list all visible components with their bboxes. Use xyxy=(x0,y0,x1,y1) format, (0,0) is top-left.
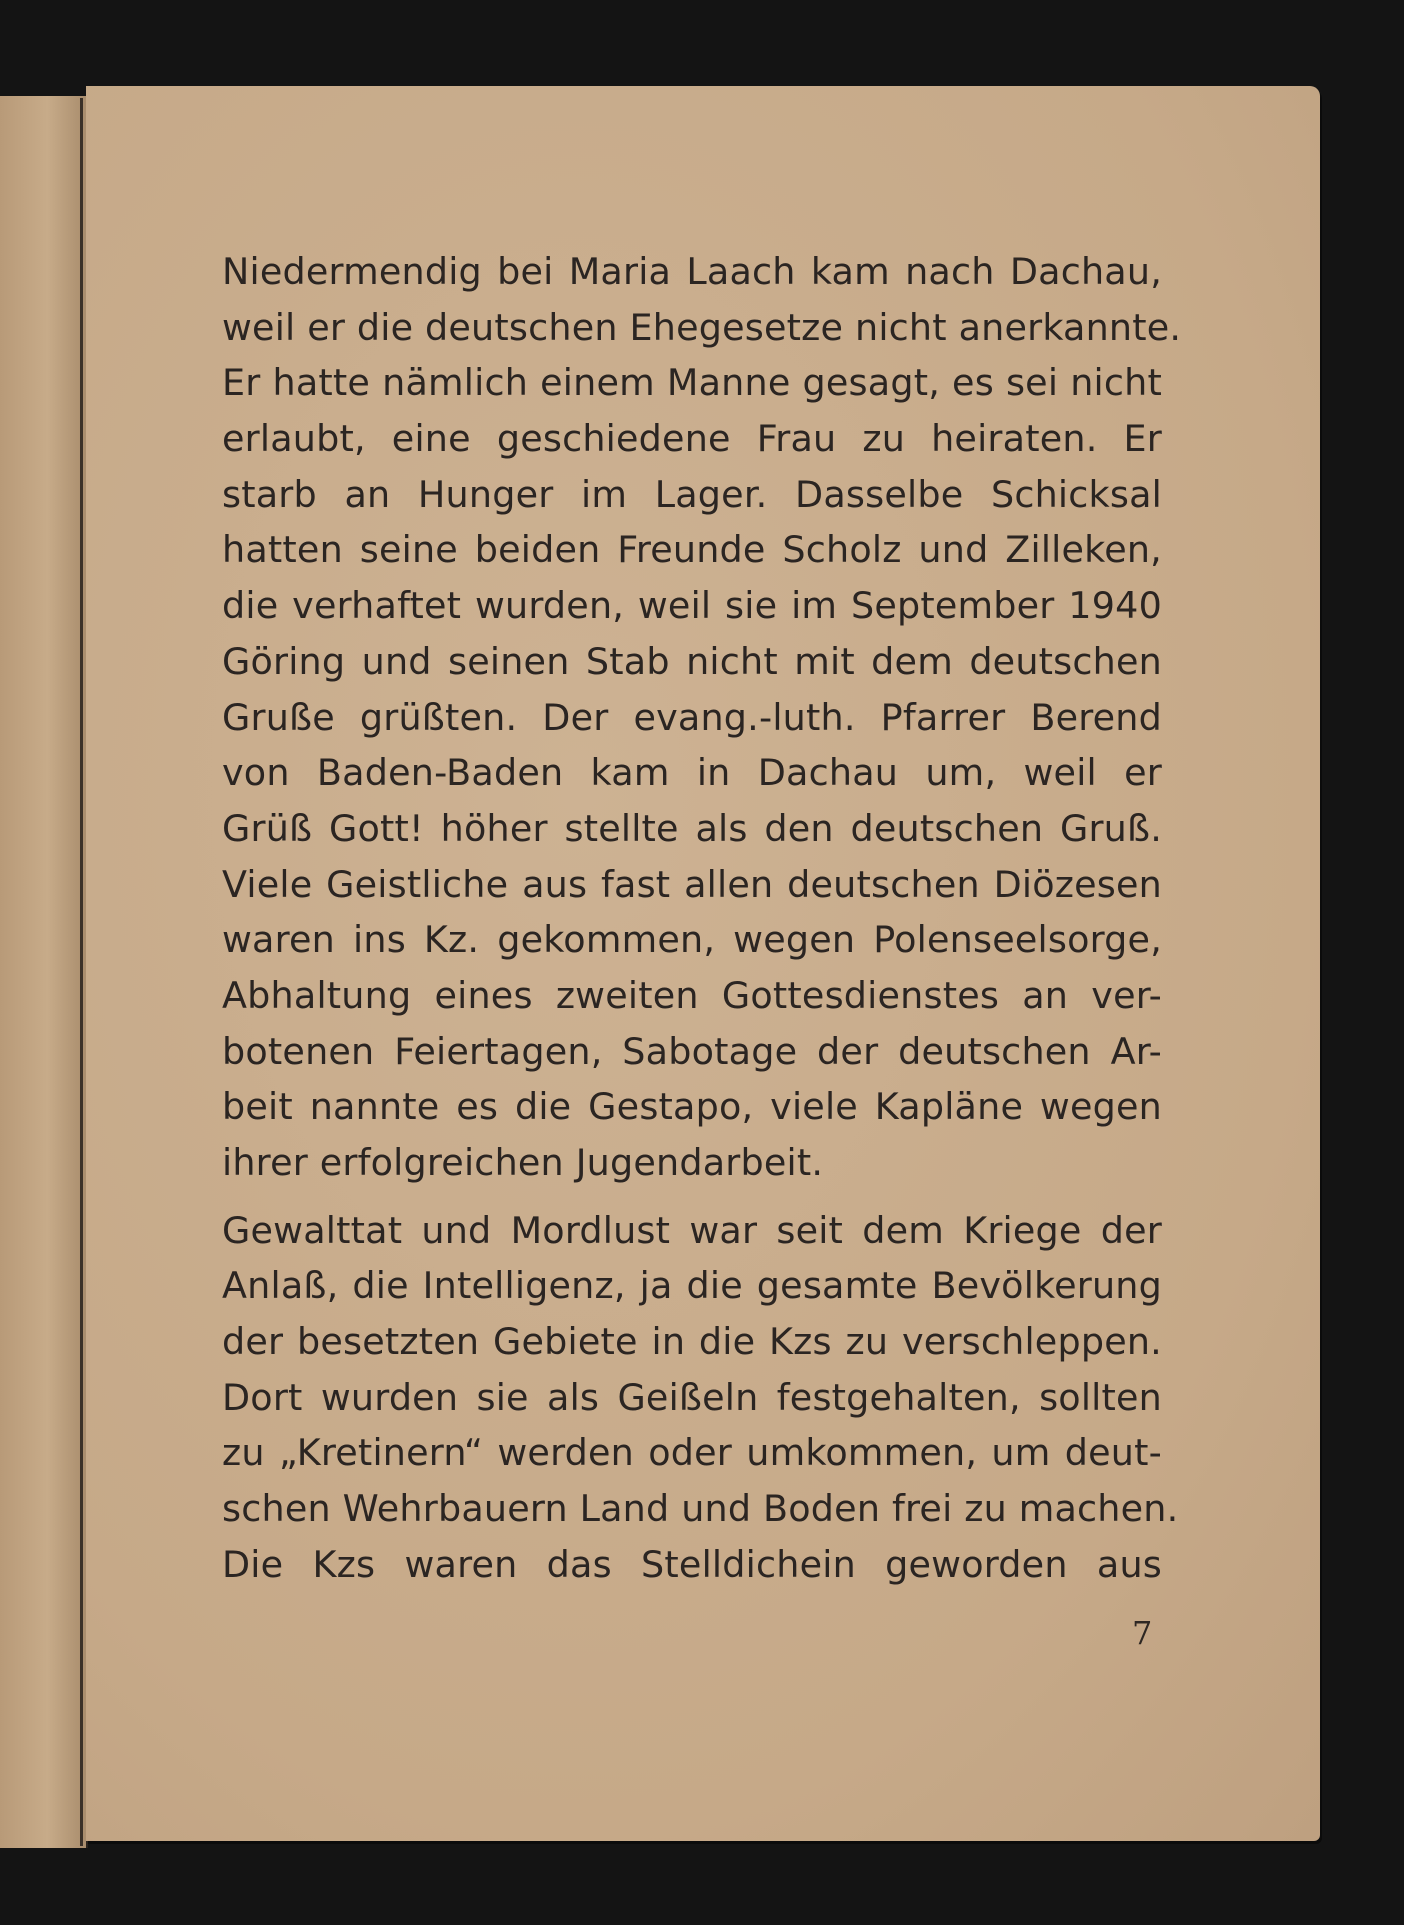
binding-line xyxy=(80,98,83,1846)
text-line: Niedermendig bei Maria Laach kam nach Dachau, xyxy=(222,250,1162,293)
paragraph-2 xyxy=(222,1203,1179,1593)
text-line: waren ins Kz. gekommen, wegen Polenseelsorge, xyxy=(222,918,1162,962)
text-line: beit nannte es die Gestapo, viele Kapläne wegen xyxy=(222,1085,1162,1129)
left-page-edge xyxy=(0,96,88,1848)
text-line: Dort wurden sie als Geißeln festgehalten, sollten xyxy=(222,1375,1162,1419)
text-line: starb an Hunger im Lager. Dasselbe Schicksal xyxy=(222,472,1162,516)
page-number: 7 xyxy=(1132,1614,1153,1652)
book-page xyxy=(86,86,1320,1841)
text-line: zu „Kretinern“ werden oder umkommen, um deut- xyxy=(222,1431,1162,1475)
text-line: schen Wehrbauern Land und Boden frei zu machen. xyxy=(222,1487,1179,1531)
page-text xyxy=(222,244,1182,1593)
text-line: Göring und seinen Stab nicht mit dem deutschen xyxy=(222,639,1162,683)
text-line: Abhaltung eines zweiten Gottesdienstes an ver- xyxy=(222,973,1162,1017)
text-line: von Baden-Baden kam in Dachau um, weil er xyxy=(222,751,1162,795)
text-line: Gruße grüßten. Der evang.-luth. Pfarrer Berend xyxy=(222,695,1162,739)
text-line: Grüß Gott! höher stellte als den deutschen Gruß. xyxy=(222,806,1162,850)
text-line: Die Kzs waren das Stelldichein geworden aus xyxy=(222,1542,1162,1586)
text-line: die verhaftet wurden, weil sie im September 1940 xyxy=(222,584,1162,628)
text-line: Viele Geistliche aus fast allen deutschen Diözesen xyxy=(222,862,1162,906)
text-line: botenen Feiertagen, Sabotage der deutschen Ar- xyxy=(222,1029,1162,1073)
paragraph-1 xyxy=(222,244,1182,1191)
text-line: hatten seine beiden Freunde Scholz und Zilleken, xyxy=(222,528,1162,572)
paragraph-gap xyxy=(222,1191,1162,1203)
text-line: Gewalttat und Mordlust war seit dem Kriege der xyxy=(222,1208,1162,1252)
text-line: ihrer erfolgreichen Jugendarbeit. xyxy=(222,1141,824,1184)
text-line: der besetzten Gebiete in die Kzs zu verschleppen. xyxy=(222,1320,1162,1364)
text-line: erlaubt, eine geschiedene Frau zu heiraten. Er xyxy=(222,417,1162,461)
text-line: Er hatte nämlich einem Manne gesagt, es sei nicht xyxy=(222,361,1162,405)
text-line: weil er die deutschen Ehegesetze nicht anerkannte. xyxy=(222,305,1182,349)
text-line: Anlaß, die Intelligenz, ja die gesamte Bevölkerung xyxy=(222,1264,1162,1308)
